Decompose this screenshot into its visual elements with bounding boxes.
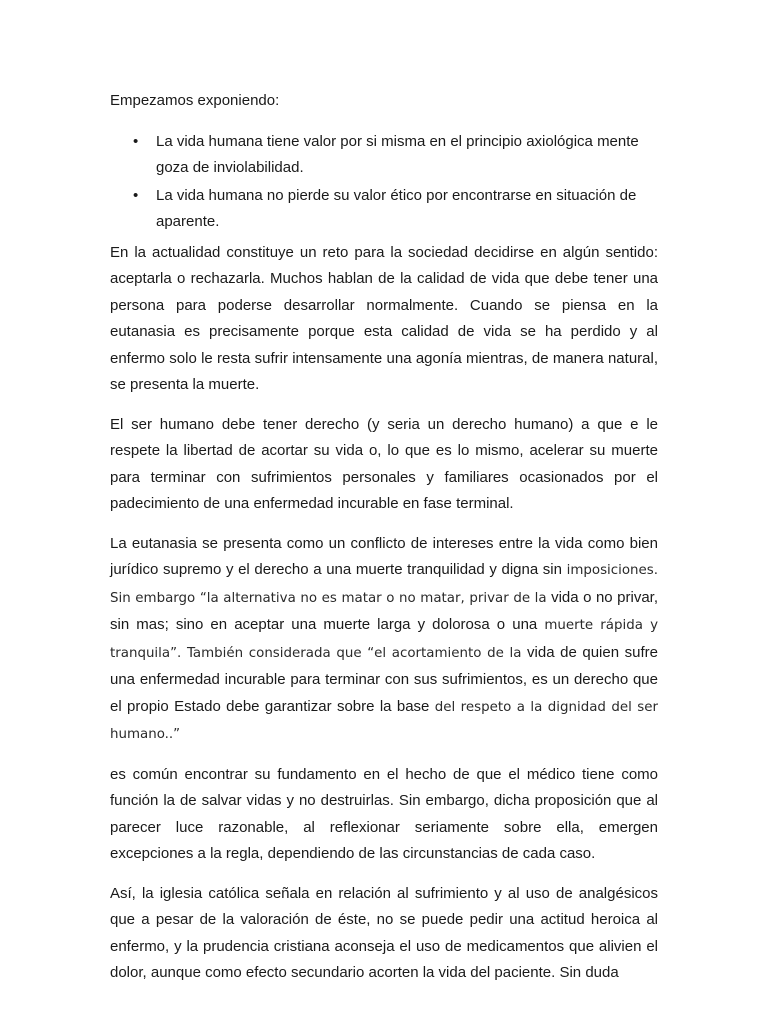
document-body (110, 88, 658, 1000)
paragraph-segment: vida de quien sufre una enfermedad incurable para terminar con sus sufrimientos, es un derecho que el propio Estado debe garantizar sobre la base (110, 643, 658, 715)
quote-segment: muerte rápida y tranquila”. También considerada que “el acortamiento de la (110, 618, 658, 661)
quote-segment: del respeto a la dignidad del ser humano..” (110, 699, 658, 742)
bullet-dot: • (133, 186, 139, 204)
bullet-text: La vida humana tiene valor por si misma en el principio axiológica mente goza de inviolabilidad. (156, 132, 639, 176)
intro-line: Empezamos exponiendo: (110, 92, 280, 109)
paragraph-segment: vida o no privar, sin mas; sino en aceptar una muerte larga y dolorosa o una (110, 588, 658, 633)
bullet-list (110, 129, 658, 236)
bullet-item (110, 183, 658, 236)
paragraph-segment: La eutanasia se presenta como un conflicto de intereses entre la vida como bien jurídico supremo y el derecho a una muerte tranquilidad y digna sin (110, 534, 658, 578)
paragraph-derecho: El ser humano debe tener derecho (y seria un derecho humano) a que e le respete la libertad de acortar su vida o, lo que es lo mismo, acelerar su muerte para terminar con sufrimientos personales y familiares ocasionados por el padecimiento de una enfermedad incurable en fase terminal. (110, 415, 658, 512)
paragraph-calidad-de-vida: En la actualidad constituye un reto para la sociedad decidirse en algún sentido: aceptarla o rechazarla. Muchos hablan de la calidad de vida que debe tener una persona para poderse desarrollar normalmente. Cuando se piensa en la eutanasia es precisamente porque esta calidad de vida se ha perdido y al enfermo solo le resta sufrir intensamente una agonía mientras, de manera natural, se presenta la muerte. (110, 243, 658, 393)
bullet-dot: • (133, 132, 139, 150)
paragraph-conflicto (110, 531, 658, 749)
bullet-item (110, 129, 658, 182)
paragraph-medico: es común encontrar su fundamento en el hecho de que el médico tiene como función la de salvar vidas y no destruirlas. Sin embargo, dicha proposición que al parecer luce razonable, al reflexionar seriamente sobre ella, emergen excepciones a la regla, dependiendo de las circunstancias de cada caso. (110, 765, 658, 862)
paragraph-iglesia: Así, la iglesia católica señala en relación al sufrimiento y al uso de analgésicos que a pesar de la valoración de éste, no se puede pedir una actitud heroica al enfermo, y la prudencia cristiana aconseja el uso de medicamentos que alivien el dolor, aunque como efecto secundario acorten la vida del paciente. Sin duda (110, 884, 658, 981)
quote-segment: imposiciones. Sin embargo “la alternativa no es matar o no matar, privar de la (110, 563, 658, 606)
bullet-text: La vida humana no pierde su valor ético por encontrarse en situación de aparente. (156, 186, 637, 230)
